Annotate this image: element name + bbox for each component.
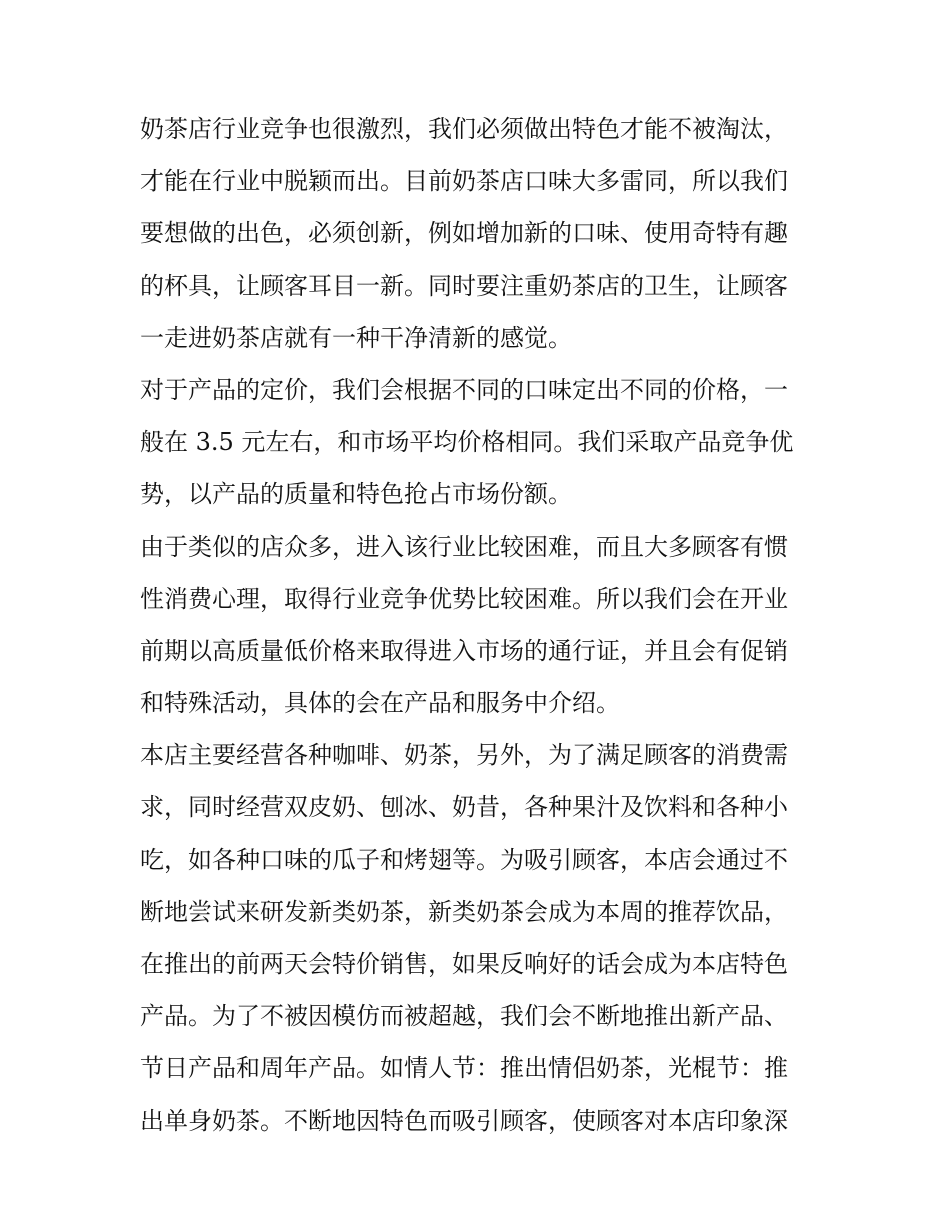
text-line: 出单身奶茶。不断地因特色而吸引顾客，使顾客对本店印象深 <box>140 1106 788 1135</box>
text-line: 在推出的前两天会特价销售，如果反响好的话会成为本店特色 <box>140 950 788 978</box>
text-line: 才能在行业中脱颖而出。目前奶茶店口味大多雷同，所以我们 <box>140 167 788 196</box>
text-line: 吃，如各种口味的瓜子和烤翅等。为吸引顾客，本店会通过不 <box>140 845 788 874</box>
text-line: 产品。为了不被因模仿而被超越，我们会不断地推出新产品、 <box>140 1002 788 1031</box>
text-line: 一走进奶茶店就有一种干净清新的感觉。 <box>140 323 572 352</box>
text-line: 求，同时经营双皮奶、刨冰、奶昔，各种果汁及饮料和各种小 <box>140 793 788 822</box>
text-line: 前期以高质量低价格来取得进入市场的通行证，并且会有促销 <box>140 636 788 665</box>
text-line: 和特殊活动，具体的会在产品和服务中介绍。 <box>140 689 620 718</box>
text-line: 节日产品和周年产品。如情人节：推出情侣奶茶，光棍节：推 <box>140 1054 788 1083</box>
text-line: 对于产品的定价，我们会根据不同的口味定出不同的价格，一 <box>140 375 788 404</box>
text-line: 由于类似的店众多，进入该行业比较困难，而且大多顾客有惯 <box>140 532 788 561</box>
text-line: 奶茶店行业竞争也很激烈，我们必须做出特色才能不被淘汰， <box>140 115 788 143</box>
text-line: 断地尝试来研发新类奶茶，新类奶茶会成为本周的推荐饮品， <box>140 897 788 926</box>
text-line: 本店主要经营各种咖啡、奶茶，另外，为了满足顾客的消费需 <box>140 741 788 770</box>
text-line: 性消费心理，取得行业竞争优势比较困难。所以我们会在开业 <box>140 584 788 613</box>
body-text <box>140 103 820 1147</box>
text-line: 要想做的出色，必须创新，例如增加新的口味、使用奇特有趣 <box>140 219 788 248</box>
text-line: 的杯具，让顾客耳目一新。同时要注重奶茶店的卫生，让顾客 <box>140 271 788 300</box>
text-line: 势，以产品的质量和特色抢占市场份额。 <box>140 480 572 509</box>
text-line: 般在 3.5 元左右，和市场平均价格相同。我们采取产品竞争优 <box>140 428 794 457</box>
